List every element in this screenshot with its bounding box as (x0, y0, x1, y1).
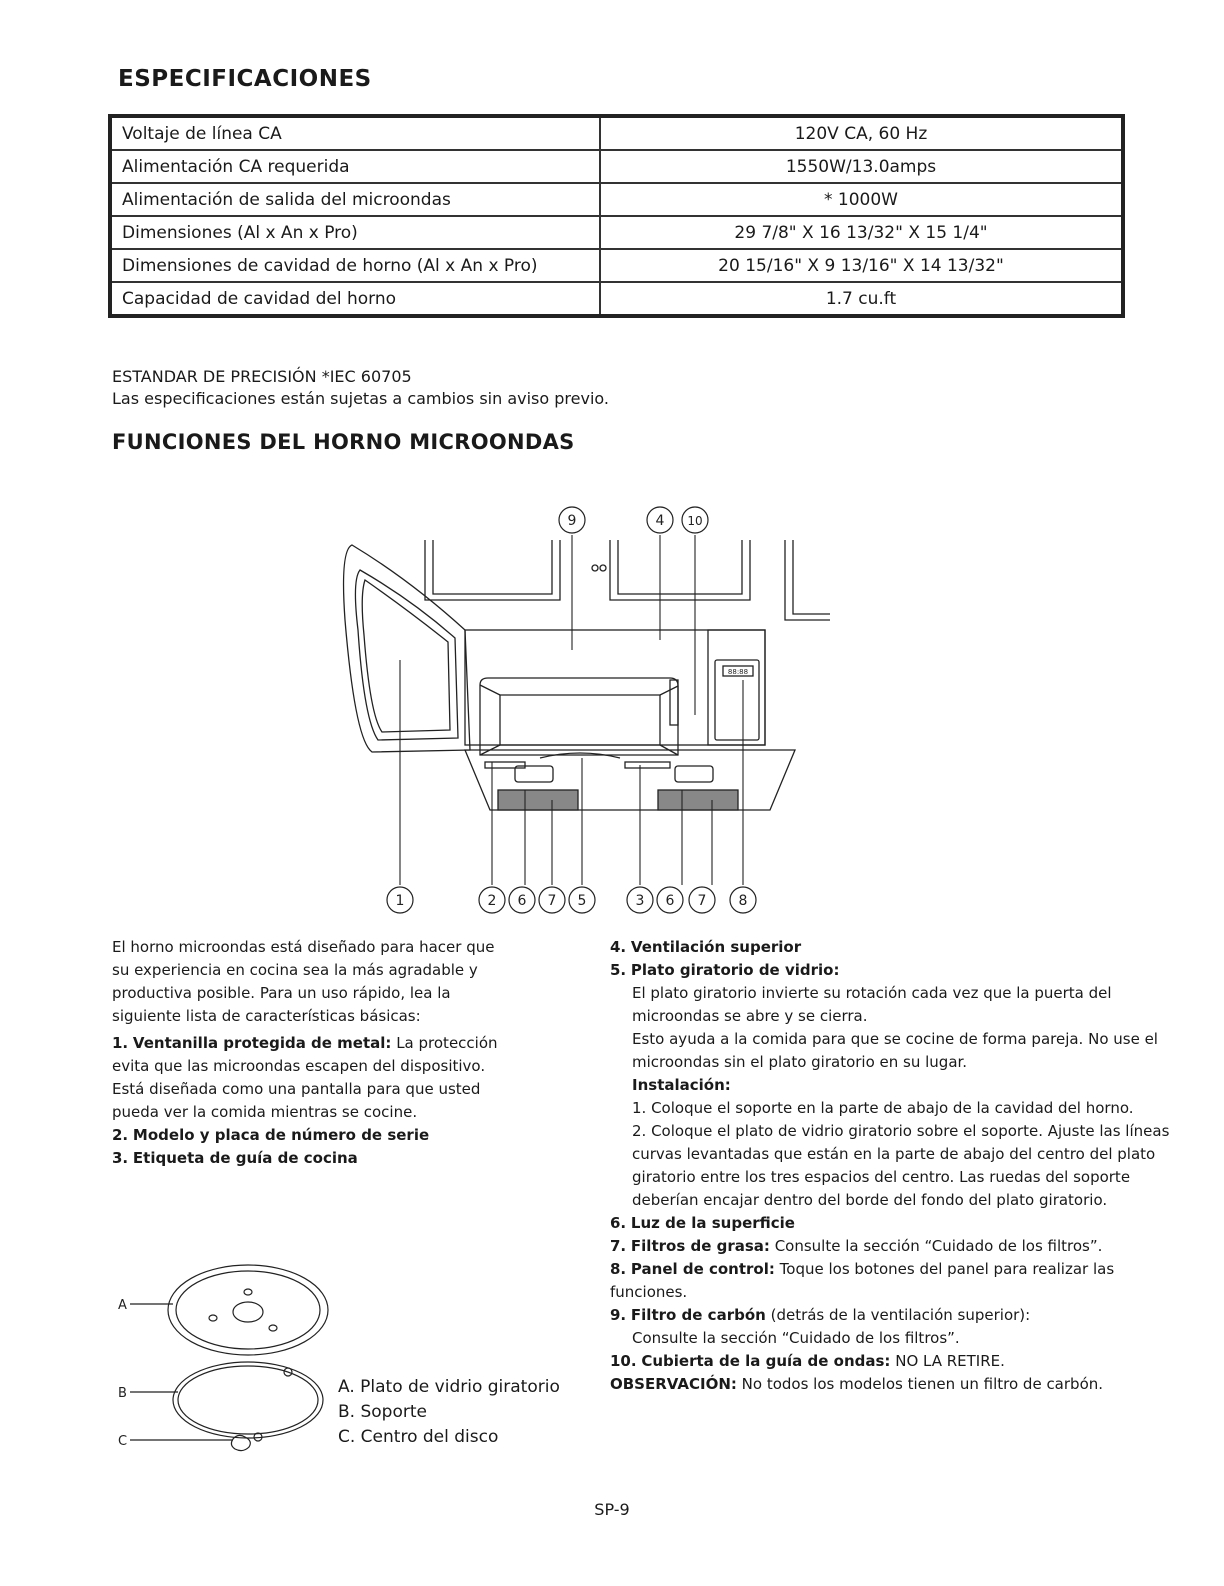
callout-4: 4 (655, 513, 665, 529)
feature-text: NO LA RETIRE. (895, 1352, 1005, 1370)
callout-6b: 6 (665, 893, 675, 909)
list-item: B. Soporte (338, 1402, 427, 1422)
observation-text: No todos los modelos tienen un filtro de carbón. (741, 1375, 1104, 1393)
spec-value: 1.7 cu.ft (600, 282, 1123, 316)
feature-number: 3. (112, 1149, 129, 1167)
callout-1: 1 (395, 893, 405, 909)
turntable-label-a: A (118, 1298, 127, 1313)
feature-title: Etiqueta de guía de cocina (132, 1149, 358, 1167)
spec-label: Capacidad de cavidad del horno (110, 282, 600, 316)
feature-5-text-2: Esto ayuda a la comida para que se cocine de forma pareja. No use el microondas sin el plato giratorio en su lugar. (632, 1030, 1158, 1071)
spec-value: 1550W/13.0amps (600, 150, 1123, 183)
notice-line: Las especificaciones están sujetas a cambios sin aviso previo. (112, 389, 609, 408)
spec-value: * 1000W (600, 183, 1123, 216)
intro-text: El horno microondas está diseñado para hacer que su experiencia en cocina sea la más agradable y productiva posible. Para un uso rápido, lea la siguiente lista de características básicas: (112, 938, 495, 1025)
callout-7b: 7 (697, 893, 707, 909)
feature-number: 1. (112, 1034, 129, 1052)
feature-title: Plato giratorio de vidrio: (630, 961, 840, 979)
feature-title: Luz de la superficie (630, 1214, 795, 1232)
spec-label: Alimentación de salida del microondas (110, 183, 600, 216)
feature-title: Panel de control: (630, 1260, 775, 1278)
list-item: C. Centro del disco (338, 1427, 499, 1447)
spec-label: Alimentación CA requerida (110, 150, 600, 183)
table-row (110, 249, 1123, 282)
spec-label: Dimensiones (Al x An x Pro) (110, 216, 600, 249)
feature-number: 10. (610, 1352, 637, 1370)
callout-5: 5 (577, 893, 587, 909)
page-title: ESPECIFICACIONES (118, 66, 372, 92)
specifications-table (108, 114, 1125, 318)
feature-text: (detrás de la ventilación superior): (770, 1306, 1031, 1324)
table-row (110, 116, 1123, 150)
table-row (110, 282, 1123, 316)
parts-list (338, 1375, 560, 1450)
turntable-illustration (118, 1262, 358, 1462)
feature-number: 6. (610, 1214, 627, 1232)
observation (610, 1373, 1185, 1396)
feature-5-text-1: El plato giratorio invierte su rotación cada vez que la puerta del microondas se abre y se cierra. (632, 984, 1112, 1025)
installation-step-1: 1. Coloque el soporte en la parte de abajo de la cavidad del horno. (632, 1099, 1134, 1117)
feature-number: 8. (610, 1260, 627, 1278)
feature-8 (610, 1258, 1185, 1304)
microwave-diagram (330, 500, 850, 920)
feature-1 (112, 1032, 512, 1124)
feature-9-text-2: Consulte la sección “Cuidado de los filtros”. (632, 1329, 960, 1347)
feature-text: Toque los botones del panel para realizar las funciones. (610, 1260, 1115, 1301)
turntable-label-c: C (118, 1434, 128, 1449)
section-title: FUNCIONES DEL HORNO MICROONDAS (112, 430, 575, 454)
callout-8: 8 (738, 893, 748, 909)
turntable-label-b: B (118, 1386, 127, 1401)
feature-number: 5. (610, 961, 627, 979)
feature-4 (610, 936, 1185, 959)
left-column (112, 936, 512, 1170)
table-row (110, 216, 1123, 249)
feature-title: Filtros de grasa: (630, 1237, 770, 1255)
feature-number: 2. (112, 1126, 129, 1144)
spec-value: 20 15/16" X 9 13/16" X 14 13/32" (600, 249, 1123, 282)
spec-value: 120V CA, 60 Hz (600, 116, 1123, 150)
spec-value: 29 7/8" X 16 13/32" X 15 1/4" (600, 216, 1123, 249)
callout-3: 3 (635, 893, 645, 909)
feature-number: 7. (610, 1237, 627, 1255)
list-item: A. Plato de vidrio giratorio (338, 1377, 560, 1397)
feature-title: Cubierta de la guía de ondas: (641, 1352, 891, 1370)
feature-number: 9. (610, 1306, 627, 1324)
display-readout: 88:88 (727, 668, 749, 676)
observation-title: OBSERVACIÓN: (610, 1375, 737, 1393)
feature-text: La protección evita que las microondas escapen del dispositivo. Está diseñada como una pantalla para que usted pueda ver la comida mientras se cocine. (112, 1034, 498, 1121)
feature-title: Filtro de carbón (630, 1306, 766, 1324)
callout-6: 6 (517, 893, 527, 909)
table-row (110, 183, 1123, 216)
feature-5 (610, 959, 1185, 982)
feature-title: Modelo y placa de número de serie (132, 1126, 430, 1144)
feature-10 (610, 1350, 1185, 1373)
standards-note (112, 366, 609, 410)
feature-title: Ventanilla protegida de metal: (132, 1034, 392, 1052)
feature-9 (610, 1304, 1185, 1327)
right-column (610, 936, 1185, 1396)
installation-step-2: 2. Coloque el plato de vidrio giratorio sobre el soporte. Ajuste las líneas curvas levantadas que están en la parte de abajo del centro del plato giratorio entre los tres espacios del centro. Las ruedas del soporte deberían encajar dentro del borde del fondo del plato giratorio. (632, 1122, 1170, 1209)
feature-title: Ventilación superior (630, 938, 802, 956)
callout-9: 9 (567, 513, 577, 529)
standard-line: ESTANDAR DE PRECISIÓN *IEC 60705 (112, 367, 412, 386)
installation-title: Instalación: (632, 1076, 731, 1094)
page-number: SP-9 (594, 1500, 630, 1519)
feature-7 (610, 1235, 1185, 1258)
callout-7: 7 (547, 893, 557, 909)
spec-label: Voltaje de línea CA (110, 116, 600, 150)
feature-3 (112, 1147, 512, 1170)
spec-label: Dimensiones de cavidad de horno (Al x An x Pro) (110, 249, 600, 282)
feature-number: 4. (610, 938, 627, 956)
feature-text: Consulte la sección “Cuidado de los filtros”. (774, 1237, 1103, 1255)
feature-6 (610, 1212, 1185, 1235)
table-row (110, 150, 1123, 183)
callout-2: 2 (487, 893, 497, 909)
callout-10: 10 (687, 514, 703, 528)
feature-2 (112, 1124, 512, 1147)
